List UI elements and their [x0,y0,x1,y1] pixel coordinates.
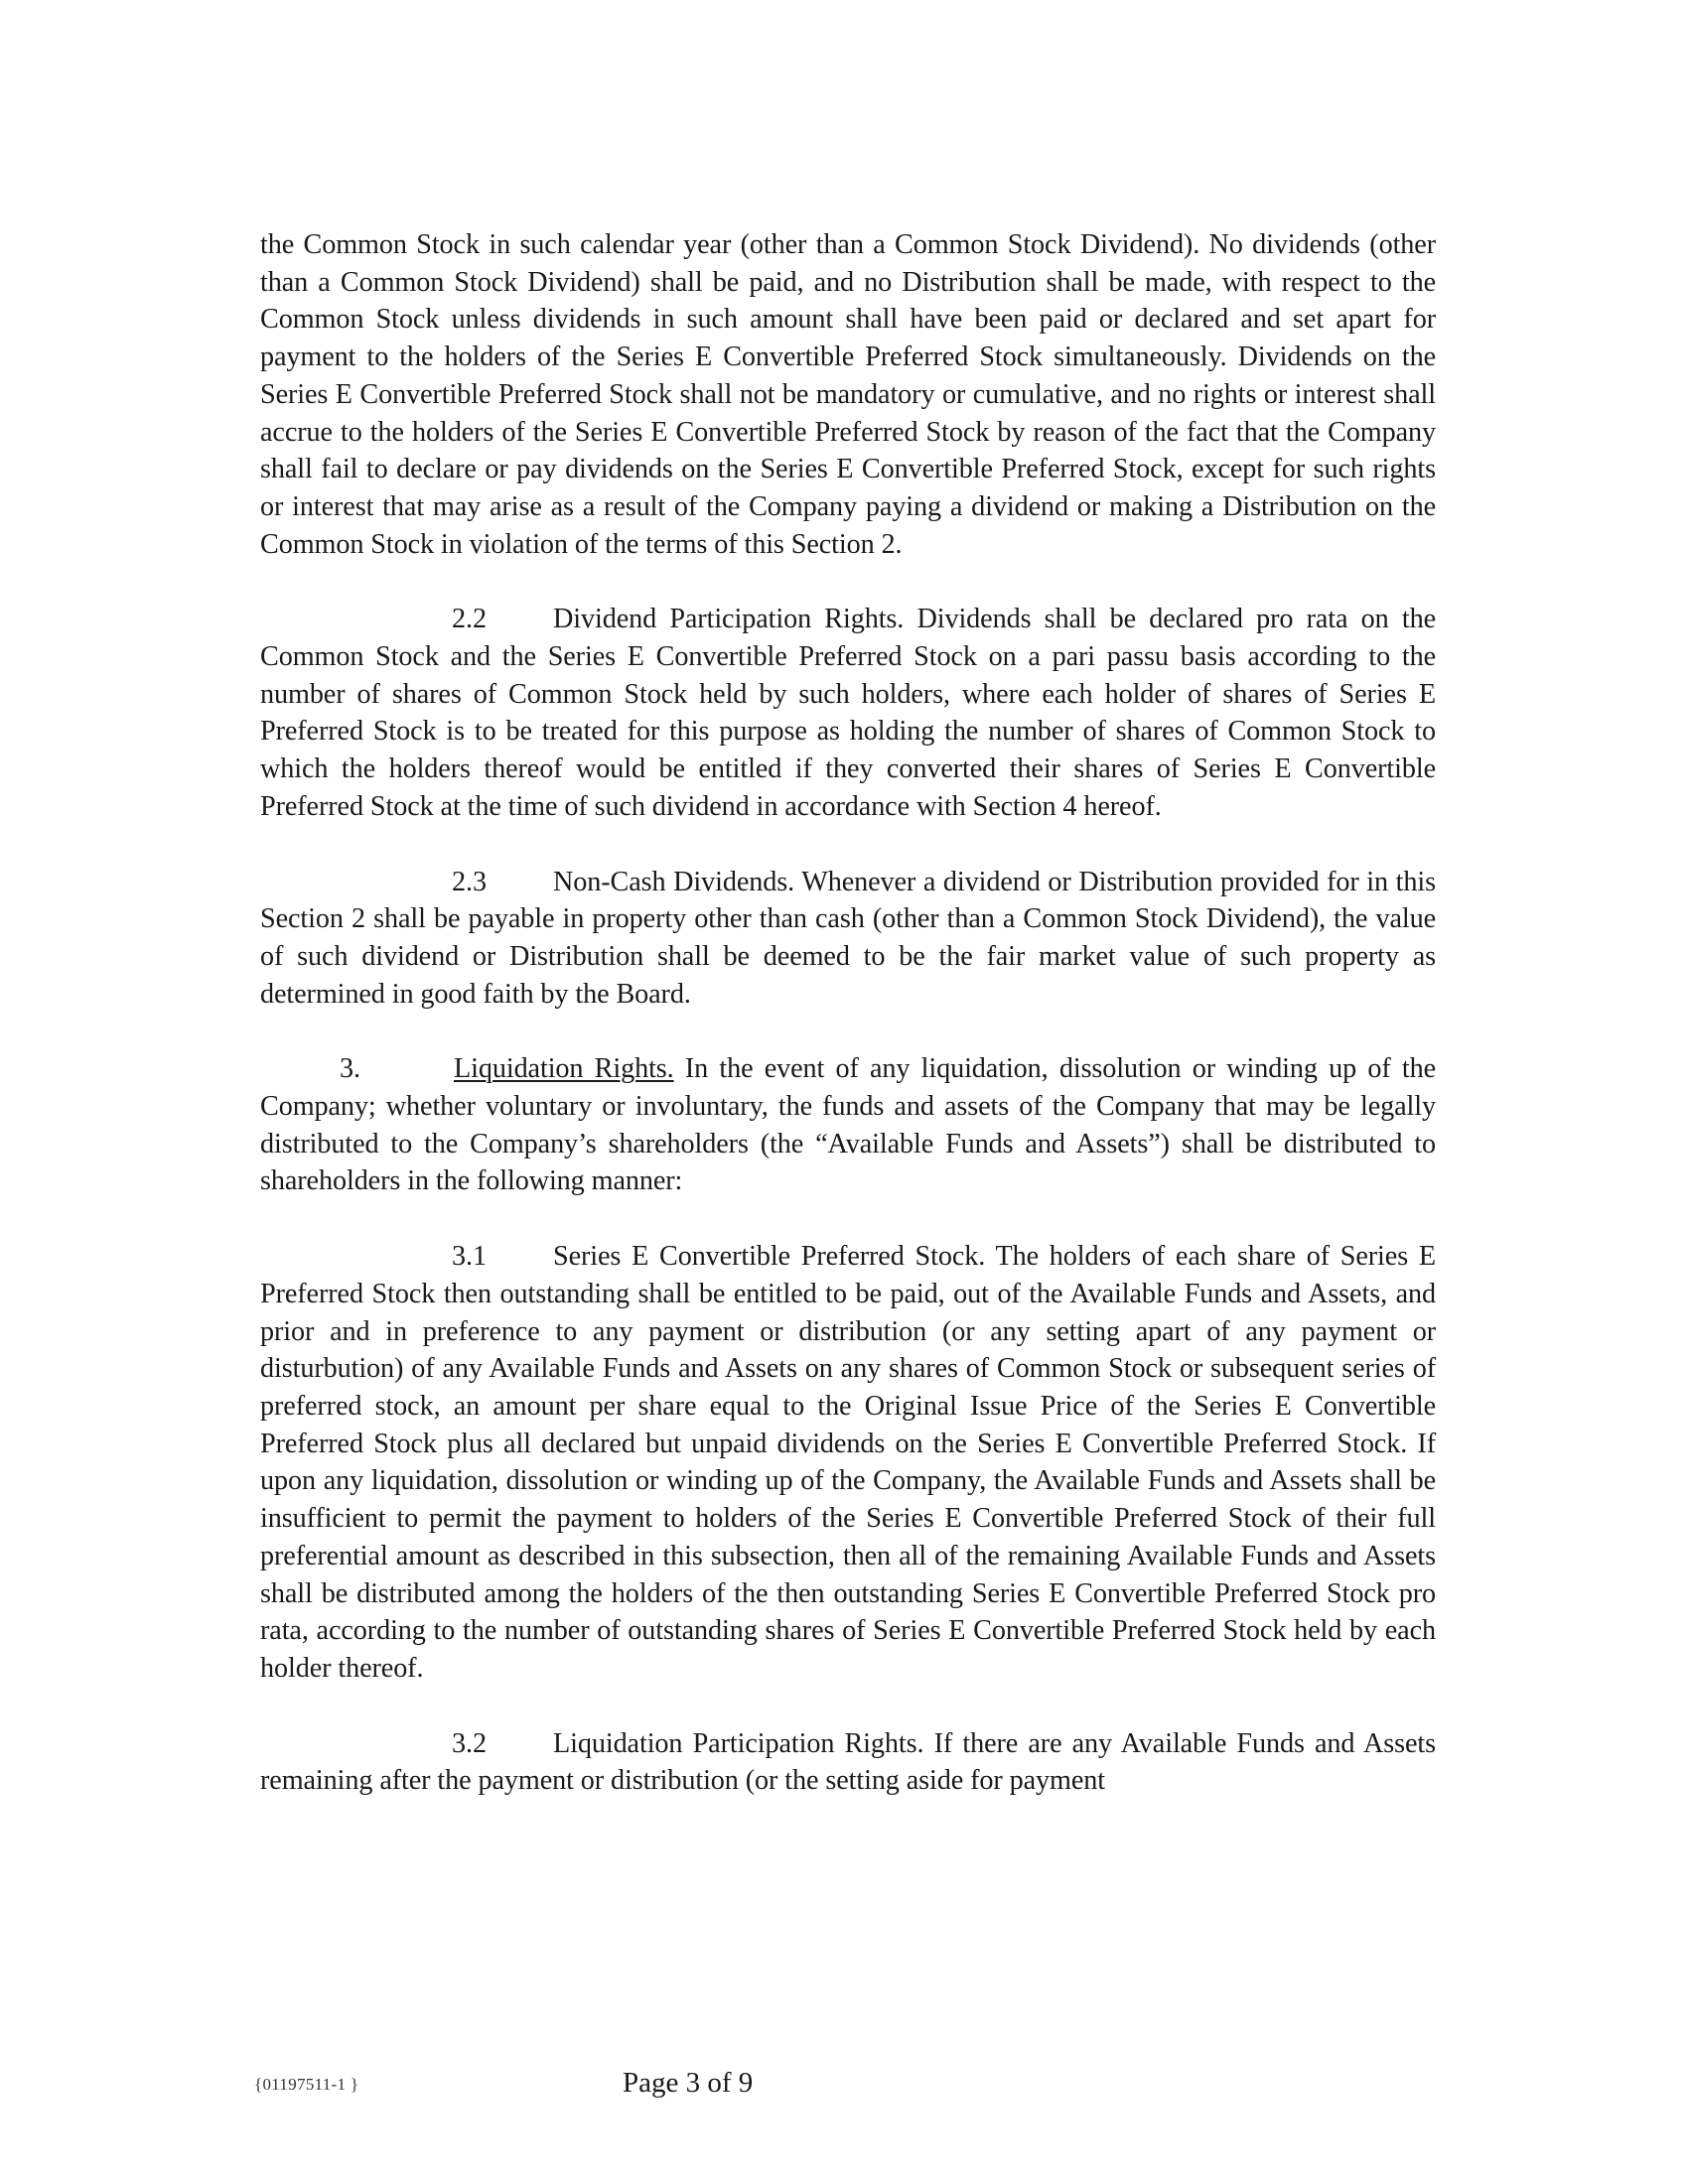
section-heading: Dividend Participation Rights. [553,604,905,635]
section-heading: Non-Cash Dividends. [553,866,795,897]
paragraph-text: In the event of any liquidation, dissolution or winding up of the Company; whether voluntary or involuntary, the funds and assets of the Company that may be legally distributed to the Company’s shareholders (the “Available Funds and Assets”) shall be distributed to shareholders in the following manner: [260,1053,1436,1197]
section-number: 2.2 [452,604,487,635]
section-number: 3.2 [452,1727,487,1759]
section-heading: Series E Convertible Preferred Stock. [553,1241,986,1273]
paragraph-section-2-2 [260,601,1436,825]
paragraph-text: Dividends shall be declared pro rata on the Common Stock and the Series E Convertible Preferred Stock on a pari passu basis according to the number of shares of Common Stock held by such holders, where each holder of shares of Series E Preferred Stock is to be treated for this purpose as holding the number of shares of Common Stock to which the holders thereof would be entitled if they converted their shares of Series E Convertible Preferred Stock at the time of such dividend in accordance with Section 4 hereof. [260,604,1436,822]
paragraph-section-3 [260,1050,1436,1200]
section-heading: Liquidation Participation Rights. [553,1727,924,1759]
section-number: 2.3 [452,866,487,897]
page-number: Page 3 of 9 [623,2067,754,2099]
document-page [260,226,1436,1838]
paragraph-section-2-3 [260,864,1436,1014]
section-number: 3. [340,1053,360,1085]
paragraph-section-3-2 [260,1725,1436,1800]
paragraph-text: If there are any Available Funds and Assets remaining after the payment or distribution (or the setting aside for payment [260,1727,1436,1797]
paragraph-section-3-1 [260,1238,1436,1687]
document-id: {01197511-1 } [254,2075,359,2094]
section-heading: Liquidation Rights. [454,1053,674,1085]
paragraph-text: Whenever a dividend or Distribution provided for in this Section 2 shall be payable in property other than cash (other than a Common Stock Dividend), the value of such dividend or Distribution shall be deemed to be the fair market value of such property as determined in good faith by the Board. [260,866,1436,1010]
page-footer [0,2067,1688,2107]
paragraph-text: the Common Stock in such calendar year (other than a Common Stock Dividend). No dividends (other than a Common Stock Dividend) shall be paid, and no Distribution shall be made, with respect to the Common Stock unless dividends in such amount shall have been paid or declared and set apart for payment to the holders of the Series E Convertible Preferred Stock simultaneously. Dividends on the Series E Convertible Preferred Stock shall not be mandatory or cumulative, and no rights or interest shall accrue to the holders of the Series E Convertible Preferred Stock by reason of the fact that the Company shall fail to declare or pay dividends on the Series E Convertible Preferred Stock, except for such rights or interest that may arise as a result of the Company paying a dividend or making a Distribution on the Common Stock in violation of the terms of this Section 2. [260,229,1436,560]
paragraph-section-2-1-continued [260,226,1436,563]
paragraph-text: The holders of each share of Series E Preferred Stock then outstanding shall be entitled to be paid, out of the Available Funds and Assets, and prior and in preference to any payment or distribution (or any setting apart of any payment or disturbution) of any Available Funds and Assets on any shares of Common Stock or subsequent series of preferred stock, an amount per share equal to the Original Issue Price of the Series E Convertible Preferred Stock plus all declared but unpaid dividends on the Series E Convertible Preferred Stock. If upon any liquidation, dissolution or winding up of the Company, the Available Funds and Assets shall be insufficient to permit the payment to holders of the Series E Convertible Preferred Stock of their full preferential amount as described in this subsection, then all of the remaining Available Funds and Assets shall be distributed among the holders of the then outstanding Series E Convertible Preferred Stock pro rata, according to the number of outstanding shares of Series E Convertible Preferred Stock held by each holder thereof. [260,1241,1436,1684]
section-number: 3.1 [452,1241,487,1273]
